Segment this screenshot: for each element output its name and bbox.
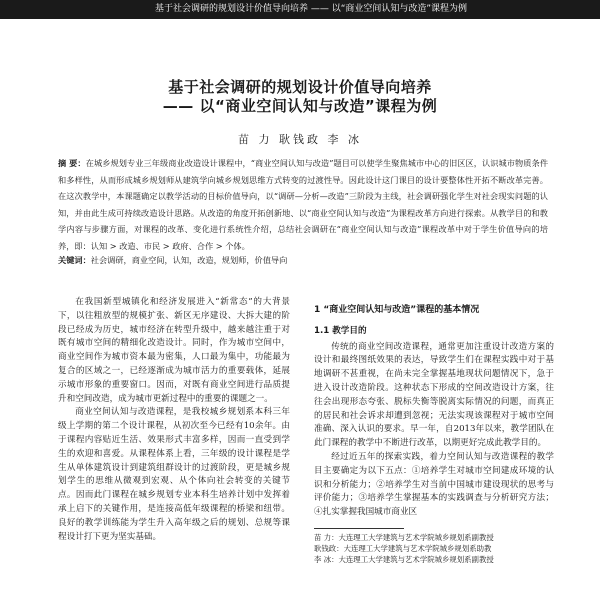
body-paragraph: 经过近五年的探索实践，着力空间认知与改造课程的教学目主要确定为以下五点：①培养学生对城市空间建成环境的认识和分析能力；②培养学生对当前中国城市建设现状的思考与评价能力；③培养学生掌握基本的实践调查与分析研究方法；④扎实掌握我国城市商业区: [314, 451, 554, 518]
subsection-heading: 1.1 教学目的: [314, 325, 367, 336]
body-paragraph: 商业空间认知与改造课程，是我校城乡规划系本科三年级上学期的第二个设计课程，从初次至今已经有10余年。由于课程内容贴近生活、效果形式丰富多样，因而一直受到学生的欢迎和喜爱。从课程体系上看，三年级的设计课程是学生从单体建筑设计到建筑组群设计的过渡阶段，更是城乡规划学生的思维从微观到宏观、从个体向社会转变的关键节点。因而此门课程在城乡规划专业本科生培养计划中发挥着承上启下的关键作用，是连接高低年级课程的桥梁和纽带。良好的教学训练能为学生升入高年级之后的规划、总规等课程设计打下更为坚实基础。: [58, 407, 290, 542]
left-column: [58, 296, 290, 544]
body-paragraph: 在我国新型城镇化和经济发展进入“新常态”的大背景下，以往粗放型的规模扩张、新区无序建设、大拆大建的阶段已经成为历史，城市经济在转型升级中，越来越注重于对既有城市空间的精细化改造设计。同时，作为城市空间中，商业空间作为城市资本最为密集，人口最为集中，功能最为复合的区域之一，已经逐渐成为城市活力的重要载体，延展示城市形象的重要窗口。因而，对既有商业空间进行品质提升和空间改造，成为城市更新过程中的重要的课题之一。: [58, 297, 290, 404]
footnote: 李 冰：大连理工大学建筑与艺术学院城乡规划系副教授: [314, 554, 494, 564]
section-heading: 1 “商业空间认知与改造”课程的基本情况: [314, 305, 480, 315]
authors: 苗 力 耿钱政 李 冰: [238, 133, 362, 146]
running-title: 基于社会调研的规划设计价值导向培养 —— 以“商业空间认知与改造”课程为例: [155, 4, 468, 14]
right-column: [314, 296, 554, 565]
keywords-text: 社会调研，商业空间，认知，改造，规划师，价值导向: [90, 255, 288, 265]
paper-title-line1: 基于社会调研的规划设计价值导向培养: [168, 78, 432, 96]
footnote: 耿钱政：大连理工大学建筑与艺术学院城乡规划系助教: [314, 543, 492, 553]
body-paragraph: 传统的商业空间改造课程，通常更加注重设计改造方案的设计和最终图纸效果的表达，导致学生们在课程实践中对于基地调研不甚重视，在尚未完全掌握基地现状问题情况下，急于进入设计改造阶段。这种状态下形成的空间改造设计方案，往往会出现形态夸张、脱标失衡等脱离实际情况的问题，而真正的居民和社会诉求却遭到忽视；无法实现该课程对于城市空间准确、深入认识的要求。早一年，自2013年以来，教学团队在此门课程的教学中不断进行改革，以期更好完成此教学目的。: [314, 341, 554, 449]
keywords-label: 关键词：: [58, 255, 91, 265]
running-header: [0, 0, 600, 19]
paper-title-line2: —— 以“商业空间认知与改造”课程为例: [162, 97, 438, 115]
keywords: [58, 253, 548, 267]
abstract-text: 在城乡规划专业三年级商业改造设计课程中，“商业空间认知与改造”题目可以使学生聚焦城市中心的旧区区，认识城市物质条件和多样性，从而形成城乡规划师从建筑学向城乡规划思维方式转变的过渡性导。因此设计这门课目的设计要整体性开拓不断改革完善。在这次教学中，本课题确定以教学活动的目标价值导向，以“调研—分析—改造”三阶段为主线，社会调研强化学生对社会现实问题的认知，并由此生成可持续改造设计思路。从改造的角度开拓创新地、以“商业空间认知与改造”为课程改革方向进行探索。从教学目的和教学内容与步骤方面，对课程的改革、变化进行系统性介绍，总结社会调研在“商业空间认知与改造”课程改革中对于学生价值导向的培养，即：认知 > 改造、市民 > 政府、合作 > 个体。: [58, 158, 549, 251]
footnote: 苗 力：大连理工大学建筑与艺术学院城乡规划系副教授: [314, 532, 494, 542]
abstract: [58, 155, 548, 255]
abstract-label: 摘 要：: [58, 158, 86, 168]
footnote-divider: [314, 528, 404, 529]
